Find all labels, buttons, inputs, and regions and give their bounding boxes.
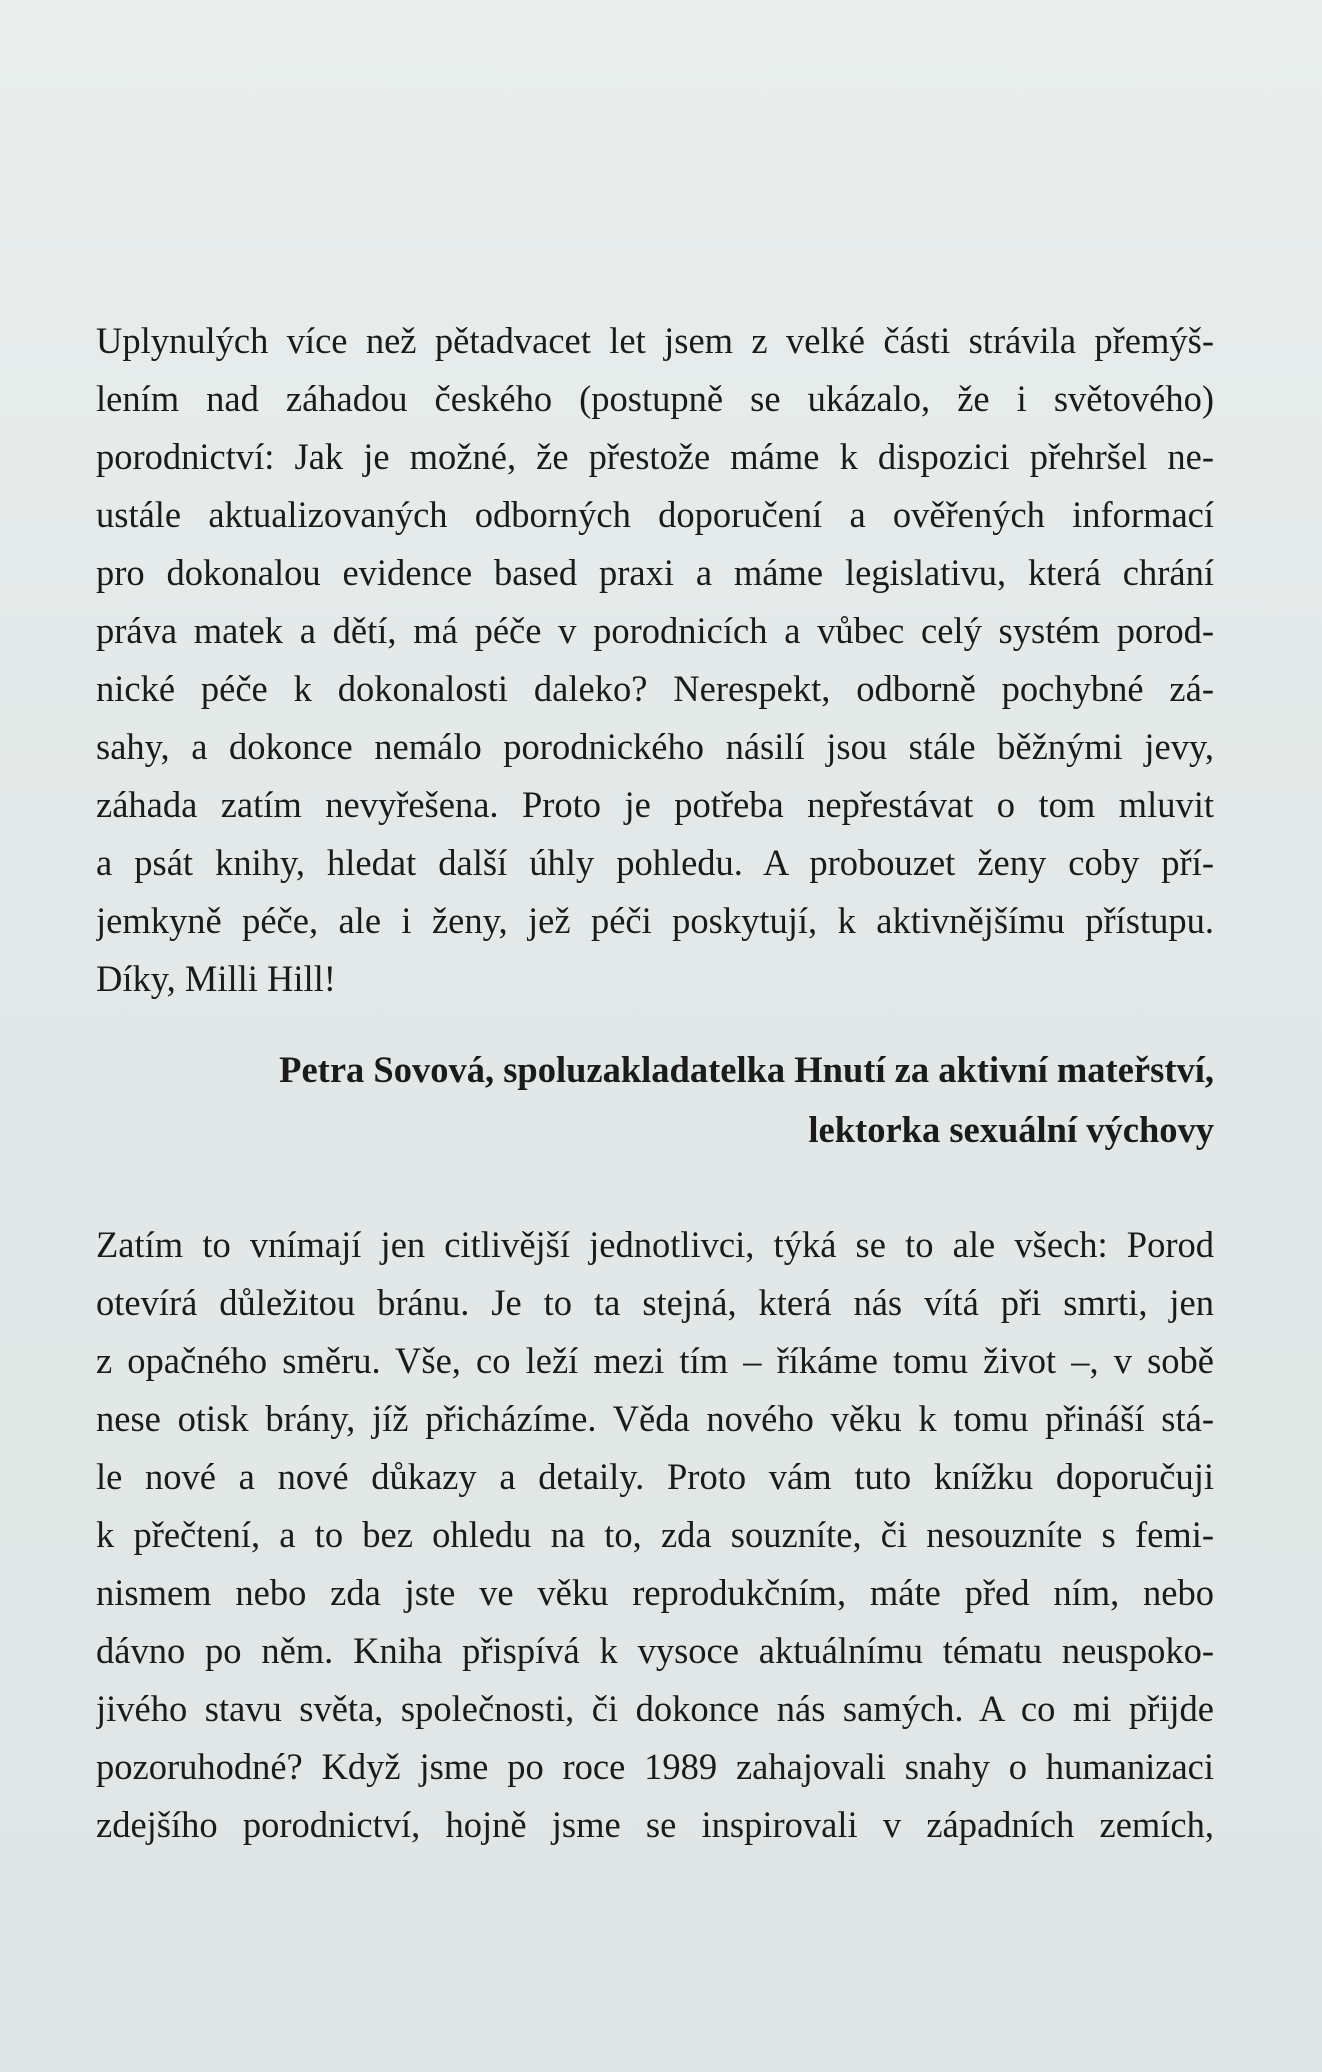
testimonial-1-text: [96, 312, 1214, 1008]
text-line: zdejšího porodnictví, hojně jsme se inspirovali v západních zemích,: [96, 1804, 1214, 1845]
text-line: z opačného směru. Vše, co leží mezi tím – říkáme tomu život –, v sobě: [96, 1340, 1214, 1381]
text-line: dávno po něm. Kniha přispívá k vysoce aktuálnímu tématu neuspoko-: [96, 1630, 1214, 1671]
text-line: porodnictví: Jak je možné, že přestože máme k dispozici přehršel ne-: [96, 436, 1214, 477]
text-line: pro dokonalou evidence based praxi a máme legislativu, která chrání: [96, 552, 1214, 593]
text-line: a psát knihy, hledat další úhly pohledu. A probouzet ženy coby pří-: [96, 842, 1214, 883]
text-line: otevírá důležitou bránu. Je to ta stejná, která nás vítá při smrti, jen: [96, 1282, 1214, 1323]
text-line: ustále aktualizovaných odborných doporučení a ověřených informací: [96, 494, 1214, 535]
text-line: lením nad záhadou českého (postupně se ukázalo, že i světového): [96, 378, 1214, 419]
text-line: Zatím to vnímají jen citlivější jednotlivci, týká se to ale všech: Porod: [96, 1224, 1214, 1265]
text-line: k přečtení, a to bez ohledu na to, zda souzníte, či nesouzníte s femi-: [96, 1514, 1214, 1555]
testimonial-2-text: [96, 1216, 1214, 1854]
text-line: Uplynulých více než pětadvacet let jsem z velké části strávila přemýš-: [96, 320, 1214, 361]
text-line: sahy, a dokonce nemálo porodnického násilí jsou stále běžnými jevy,: [96, 726, 1214, 767]
text-line: nese otisk brány, jíž přicházíme. Věda nového věku k tomu přináší stá-: [96, 1398, 1214, 1439]
text-line: jivého stavu světa, společnosti, či dokonce nás samých. A co mi přijde: [96, 1688, 1214, 1729]
signature-line: Petra Sovová, spoluzakladatelka Hnutí za aktivní mateřství,: [279, 1049, 1214, 1090]
text-line: nické péče k dokonalosti daleko? Nerespekt, odborně pochybné zá-: [96, 668, 1214, 709]
signature-line: lektorka sexuální výchovy: [808, 1109, 1214, 1150]
text-line: nismem nebo zda jste ve věku reprodukčním, máte před ním, nebo: [96, 1572, 1214, 1613]
text-line: jemkyně péče, ale i ženy, jež péči poskytují, k aktivnějšímu přístupu.: [96, 900, 1214, 941]
text-line: práva matek a dětí, má péče v porodnicích a vůbec celý systém porod-: [96, 610, 1214, 651]
testimonial-1-signature: [96, 1040, 1214, 1160]
text-line: Díky, Milli Hill!: [96, 958, 336, 999]
text-line: záhada zatím nevyřešena. Proto je potřeba nepřestávat o tom mluvit: [96, 784, 1214, 825]
text-line: pozoruhodné? Když jsme po roce 1989 zahajovali snahy o humanizaci: [96, 1746, 1214, 1787]
text-line: le nové a nové důkazy a detaily. Proto vám tuto knížku doporučuji: [96, 1456, 1214, 1497]
